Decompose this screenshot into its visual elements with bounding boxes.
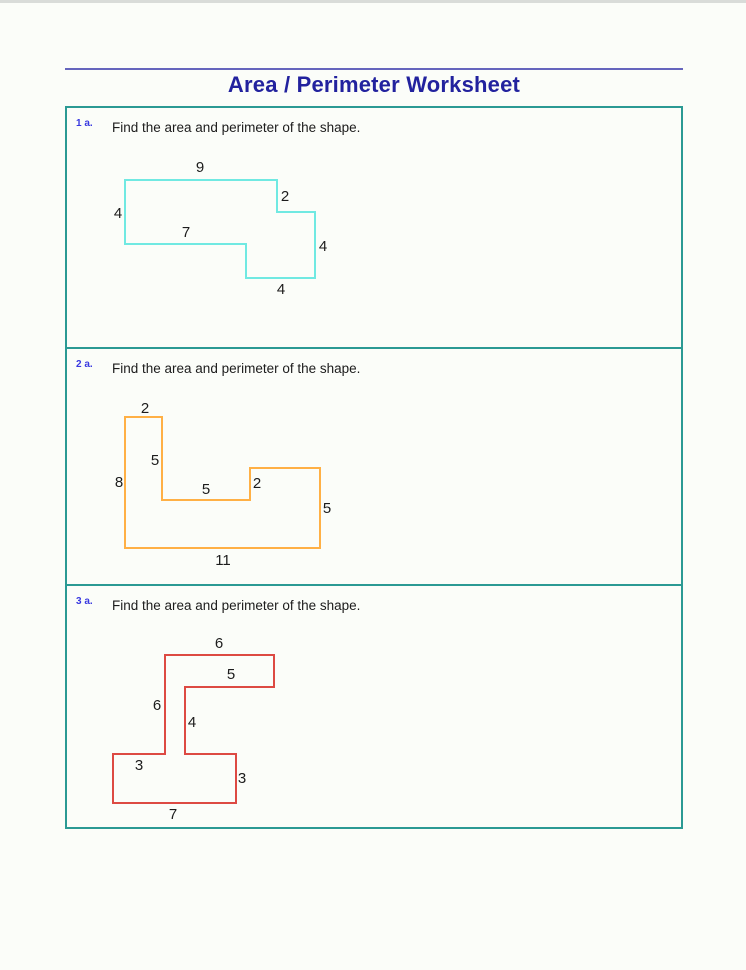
problem-box-1	[65, 106, 683, 349]
header-rule	[65, 68, 683, 70]
side-length-label: 7	[181, 224, 191, 241]
problem-prompt: Find the area and perimeter of the shape.	[112, 361, 361, 376]
side-length-label: 5	[201, 481, 211, 498]
page-title: Area / Perimeter Worksheet	[227, 72, 521, 97]
side-length-label: 2	[252, 475, 262, 492]
side-length-label: 4	[113, 205, 123, 222]
side-length-label: 2	[140, 400, 150, 417]
side-length-label: 5	[150, 452, 160, 469]
problem-prompt: Find the area and perimeter of the shape.	[112, 598, 361, 613]
side-length-label: 5	[226, 666, 236, 683]
problem-box-3	[65, 584, 683, 829]
side-length-label: 3	[237, 770, 247, 787]
side-length-label: 2	[280, 188, 290, 205]
side-length-label: 9	[195, 159, 205, 176]
problem-box-2	[65, 347, 683, 586]
side-length-label: 4	[276, 281, 286, 298]
side-length-label: 4	[187, 714, 197, 731]
side-length-label: 3	[134, 757, 144, 774]
problem-number: 2 a.	[76, 359, 93, 370]
window-top-edge	[0, 0, 746, 3]
problem-number: 1 a.	[76, 118, 93, 129]
side-length-label: 7	[168, 806, 178, 823]
side-length-label: 4	[318, 238, 328, 255]
problem-number: 3 a.	[76, 596, 93, 607]
side-length-label: 11	[215, 552, 231, 569]
shape-figure-1	[67, 108, 681, 347]
shape-figure-2	[67, 349, 681, 584]
side-length-label: 5	[322, 500, 332, 517]
shape-figure-3	[67, 586, 681, 827]
side-length-label: 8	[114, 474, 124, 491]
side-length-label: 6	[152, 697, 162, 714]
side-length-label: 6	[214, 635, 224, 652]
problem-prompt: Find the area and perimeter of the shape.	[112, 120, 361, 135]
